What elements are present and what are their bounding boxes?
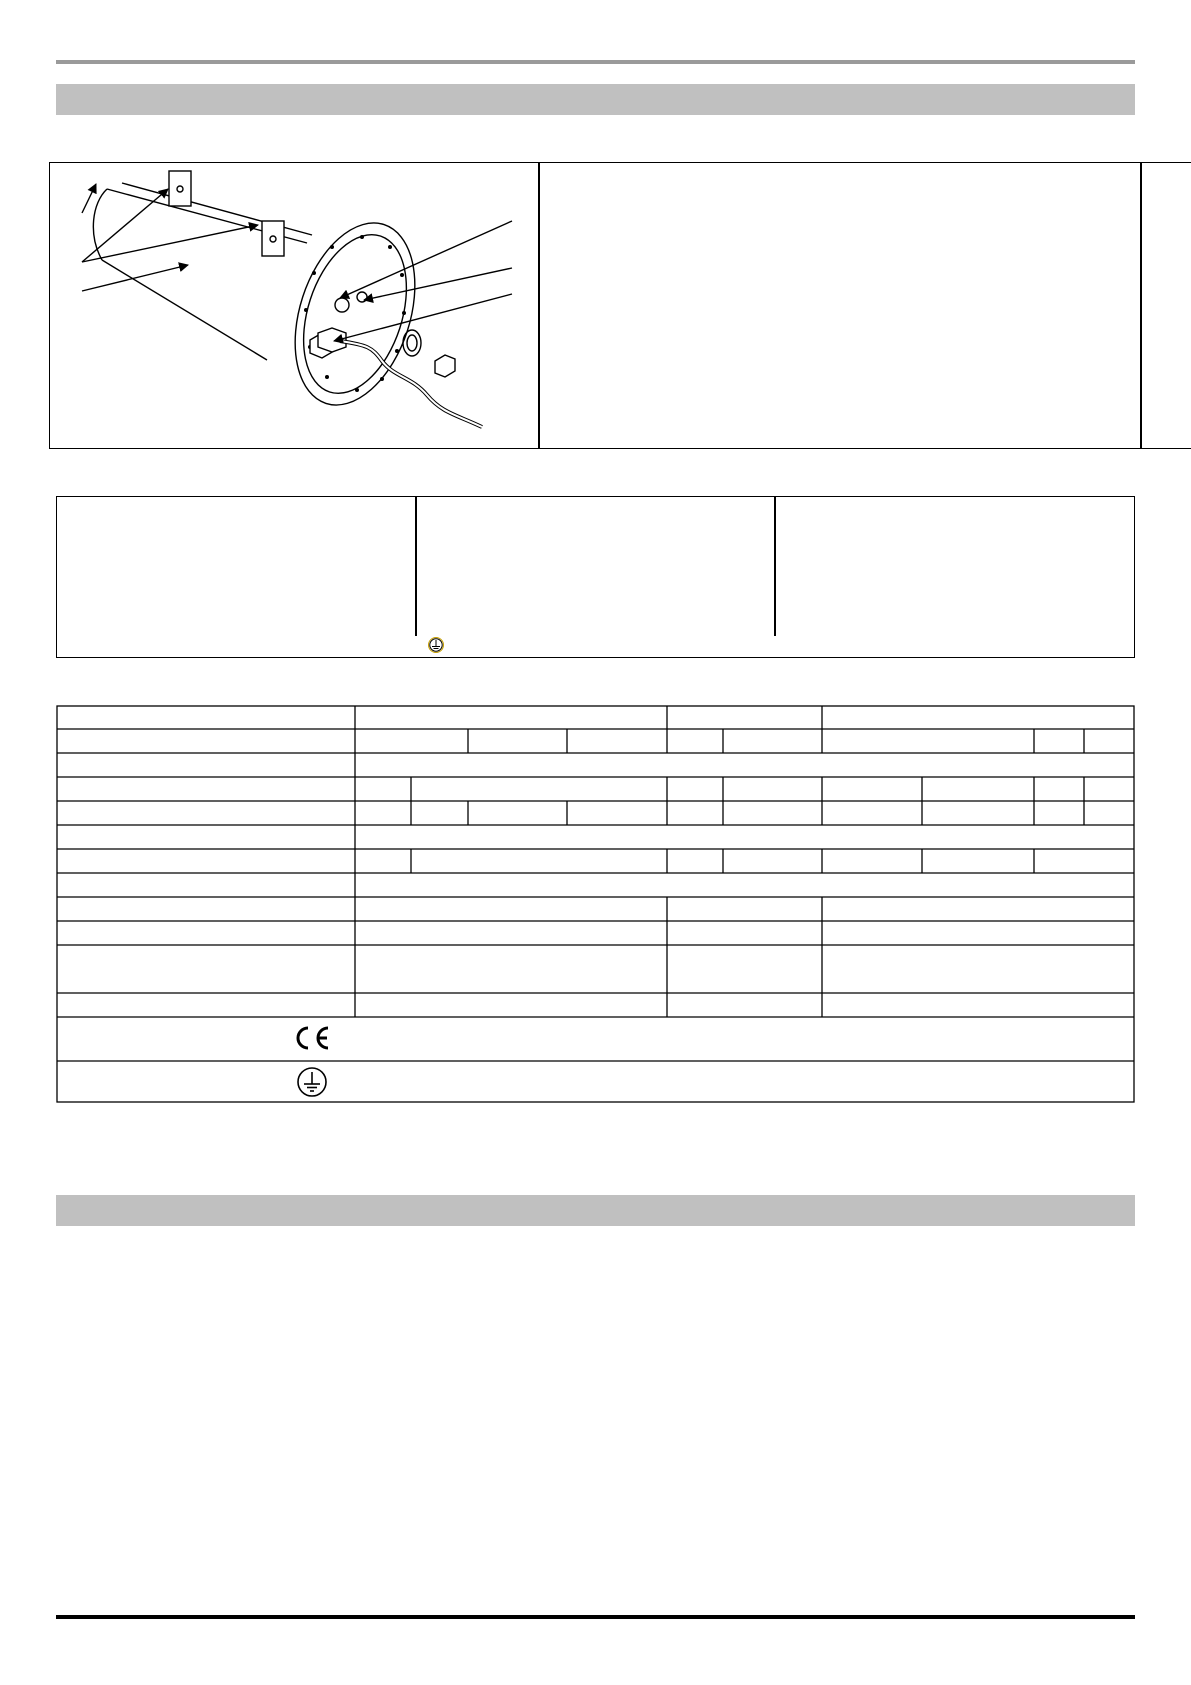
earth-ground-icon	[296, 1066, 328, 1098]
figure-panel-divider	[538, 162, 540, 449]
wiring-info-divider	[774, 496, 776, 636]
figure-panel-divider-right	[1140, 162, 1142, 449]
footer-rule	[56, 1615, 1135, 1619]
wiring-info-box	[56, 496, 1135, 658]
wiring-info-divider	[415, 496, 417, 636]
section-heading-band	[56, 1195, 1135, 1226]
earth-ground-icon	[427, 636, 445, 654]
section-heading-band	[56, 84, 1135, 115]
header-rule	[56, 60, 1135, 64]
ce-mark	[291, 1024, 333, 1052]
water-heater-tank-illustration	[52, 165, 536, 446]
